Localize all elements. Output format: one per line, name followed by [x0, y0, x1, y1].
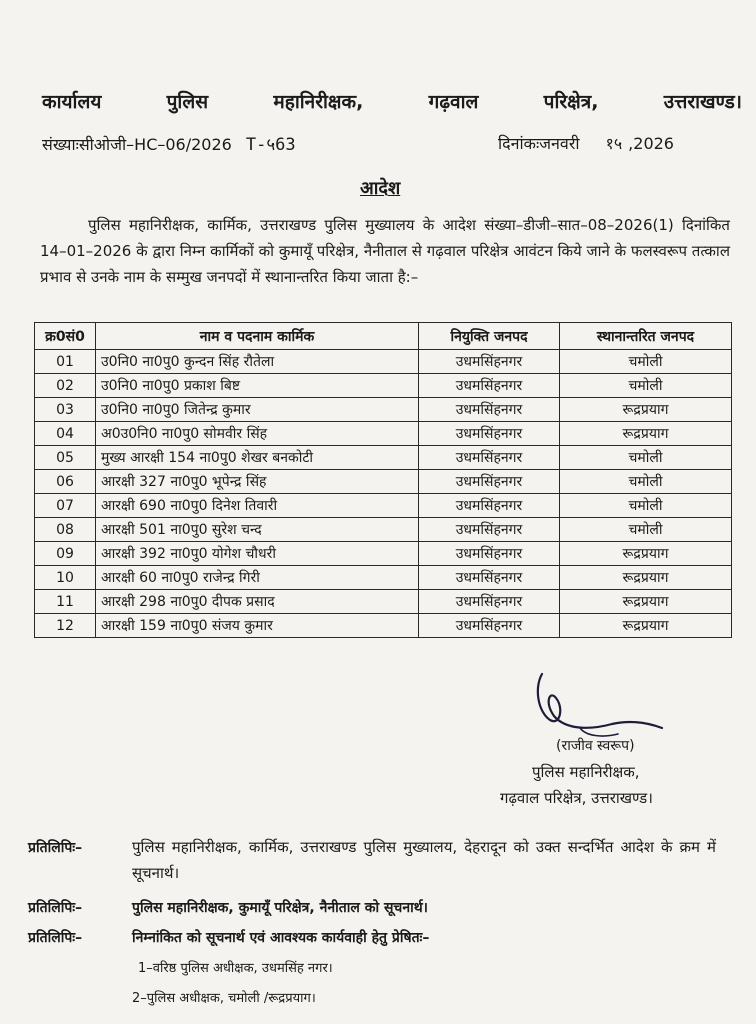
copy-recipient-text: पुलिस महानिरीक्षक, कार्मिक, उत्तराखण्ड पुलिस मुख्यालय, देहरादून को उक्त सन्दर्भित आदेश के क्रम में सूचनार्थ।: [132, 838, 716, 882]
copy-label: प्रतिलिपिः–: [28, 840, 83, 856]
row-name: आरक्षी 501 ना0पु0 सुरेश चन्द: [96, 518, 419, 542]
reference-number: [42, 132, 296, 155]
office-word: पुलिस: [166, 91, 209, 113]
table-header-row: [35, 323, 732, 350]
order-heading: आदेश: [360, 178, 401, 199]
row-name: आरक्षी 327 ना0पु0 भूपेन्द्र सिंह: [96, 470, 419, 494]
row-transferred: चमोली: [560, 446, 732, 470]
row-posted: उधमसिंहनगर: [419, 446, 560, 470]
row-name: आरक्षी 690 ना0पु0 दिनेश तिवारी: [96, 494, 419, 518]
copy-label: प्रतिलिपिः–: [28, 930, 83, 946]
table-row: [35, 542, 732, 566]
table-row: [35, 374, 732, 398]
copy-label: प्रतिलिपिः–: [28, 900, 83, 916]
table-row: [35, 470, 732, 494]
row-sno: 01: [35, 350, 96, 374]
office-header: [42, 88, 742, 114]
office-word: उत्तराखण्ड।: [663, 91, 742, 113]
column-header-sno: क्र0सं0: [35, 323, 96, 350]
date-day-handwritten: १५: [605, 134, 623, 153]
row-transferred: चमोली: [560, 350, 732, 374]
row-sno: 09: [35, 542, 96, 566]
row-posted: उधमसिंहनगर: [419, 614, 560, 638]
row-sno: 12: [35, 614, 96, 638]
row-sno: 02: [35, 374, 96, 398]
row-posted: उधमसिंहनगर: [419, 470, 560, 494]
row-name: आरक्षी 392 ना0पु0 योगेश चौधरी: [96, 542, 419, 566]
row-name: उ0नि0 ना0पु0 कुन्दन सिंह रौतेला: [96, 350, 419, 374]
row-transferred: चमोली: [560, 470, 732, 494]
row-name: आरक्षी 60 ना0पु0 राजेन्द्र गिरी: [96, 566, 419, 590]
row-name: मुख्य आरक्षी 154 ना0पु0 शेखर बनकोटी: [96, 446, 419, 470]
copy-recipient-text: पुलिस महानिरीक्षक, कुमायूँ परिक्षेत्र, नैनीताल को सूचनार्थ।: [132, 900, 428, 916]
row-transferred: रूद्रप्रयाग: [560, 590, 732, 614]
table-row: [35, 566, 732, 590]
row-sno: 10: [35, 566, 96, 590]
signatory-name: (राजीव स्वरूप): [556, 738, 635, 754]
row-posted: उधमसिंहनगर: [419, 518, 560, 542]
table-row: [35, 614, 732, 638]
row-transferred: रूद्रप्रयाग: [560, 542, 732, 566]
row-sno: 07: [35, 494, 96, 518]
reference-number-text: संख्याःसीओजी–HC–06/2026: [42, 135, 232, 154]
row-posted: उधमसिंहनगर: [419, 542, 560, 566]
table-row: [35, 350, 732, 374]
table-row: [35, 446, 732, 470]
row-transferred: रूद्रप्रयाग: [560, 566, 732, 590]
row-transferred: रूद्रप्रयाग: [560, 398, 732, 422]
row-transferred: चमोली: [560, 374, 732, 398]
column-header-posted: नियुक्ति जनपद: [419, 323, 560, 350]
order-date: [498, 132, 674, 154]
column-header-name: नाम व पदनाम कार्मिक: [96, 323, 419, 350]
row-transferred: चमोली: [560, 518, 732, 542]
copy-recipient-text: निम्नांकित को सूचनार्थ एवं आवश्यक कार्यवाही हेतु प्रेषितः–: [132, 930, 430, 946]
row-name: उ0नि0 ना0पु0 जितेन्द्र कुमार: [96, 398, 419, 422]
row-sno: 03: [35, 398, 96, 422]
row-posted: उधमसिंहनगर: [419, 398, 560, 422]
row-sno: 11: [35, 590, 96, 614]
copy-recipient-item: 1–वरिष्ठ पुलिस अधीक्षक, उधमसिंह नगर।: [138, 961, 333, 976]
row-name: आरक्षी 159 ना0पु0 संजय कुमार: [96, 614, 419, 638]
row-posted: उधमसिंहनगर: [419, 374, 560, 398]
row-sno: 04: [35, 422, 96, 446]
row-posted: उधमसिंहनगर: [419, 422, 560, 446]
row-posted: उधमसिंहनगर: [419, 350, 560, 374]
office-word: गढ़वाल: [428, 91, 479, 113]
transfer-table: [34, 322, 732, 638]
signatory-designation: पुलिस महानिरीक्षक,: [532, 763, 640, 781]
row-name: उ0नि0 ना0पु0 प्रकाश बिष्ट: [96, 374, 419, 398]
table-row: [35, 494, 732, 518]
column-header-transferred: स्थानान्तरित जनपद: [560, 323, 732, 350]
row-name: आरक्षी 298 ना0पु0 दीपक प्रसाद: [96, 590, 419, 614]
order-body: पुलिस महानिरीक्षक, कार्मिक, उत्तराखण्ड पुलिस मुख्यालय के आदेश संख्या–डीजी–सात–08–2026(1) दिनांकित 14–01–2026 के द्वारा निम्न कार्मिकों को कुमायूँ परिक्षेत्र, नैनीताल से गढ़वाल परिक्षेत्र आवंटन किये जाने के फलस्वरूप तत्काल प्रभाव से उनके नाम के सम्मुख जनपदों में स्थानान्तरित किया जाता है:–: [40, 216, 730, 286]
row-sno: 06: [35, 470, 96, 494]
reference-handwritten: T-५63: [245, 135, 296, 155]
date-year: ,2026: [628, 134, 674, 153]
signatory-place: गढ़वाल परिक्षेत्र, उत्तराखण्ड।: [500, 789, 653, 807]
table-row: [35, 422, 732, 446]
row-transferred: रूद्रप्रयाग: [560, 422, 732, 446]
office-word: कार्यालय: [42, 91, 102, 113]
table-row: [35, 590, 732, 614]
table-row: [35, 398, 732, 422]
row-posted: उधमसिंहनगर: [419, 566, 560, 590]
row-transferred: रूद्रप्रयाग: [560, 614, 732, 638]
table-row: [35, 518, 732, 542]
row-name: अ0उ0नि0 ना0पु0 सोमवीर सिंह: [96, 422, 419, 446]
row-sno: 08: [35, 518, 96, 542]
office-word: परिक्षेत्र,: [543, 91, 599, 113]
row-sno: 05: [35, 446, 96, 470]
date-label: दिनांकःजनवरी: [498, 134, 580, 153]
office-word: महानिरीक्षक,: [273, 91, 364, 113]
row-transferred: चमोली: [560, 494, 732, 518]
row-posted: उधमसिंहनगर: [419, 494, 560, 518]
copy-recipient-item: 2–पुलिस अधीक्षक, चमोली /रूद्रप्रयाग।: [132, 991, 316, 1006]
row-posted: उधमसिंहनगर: [419, 590, 560, 614]
